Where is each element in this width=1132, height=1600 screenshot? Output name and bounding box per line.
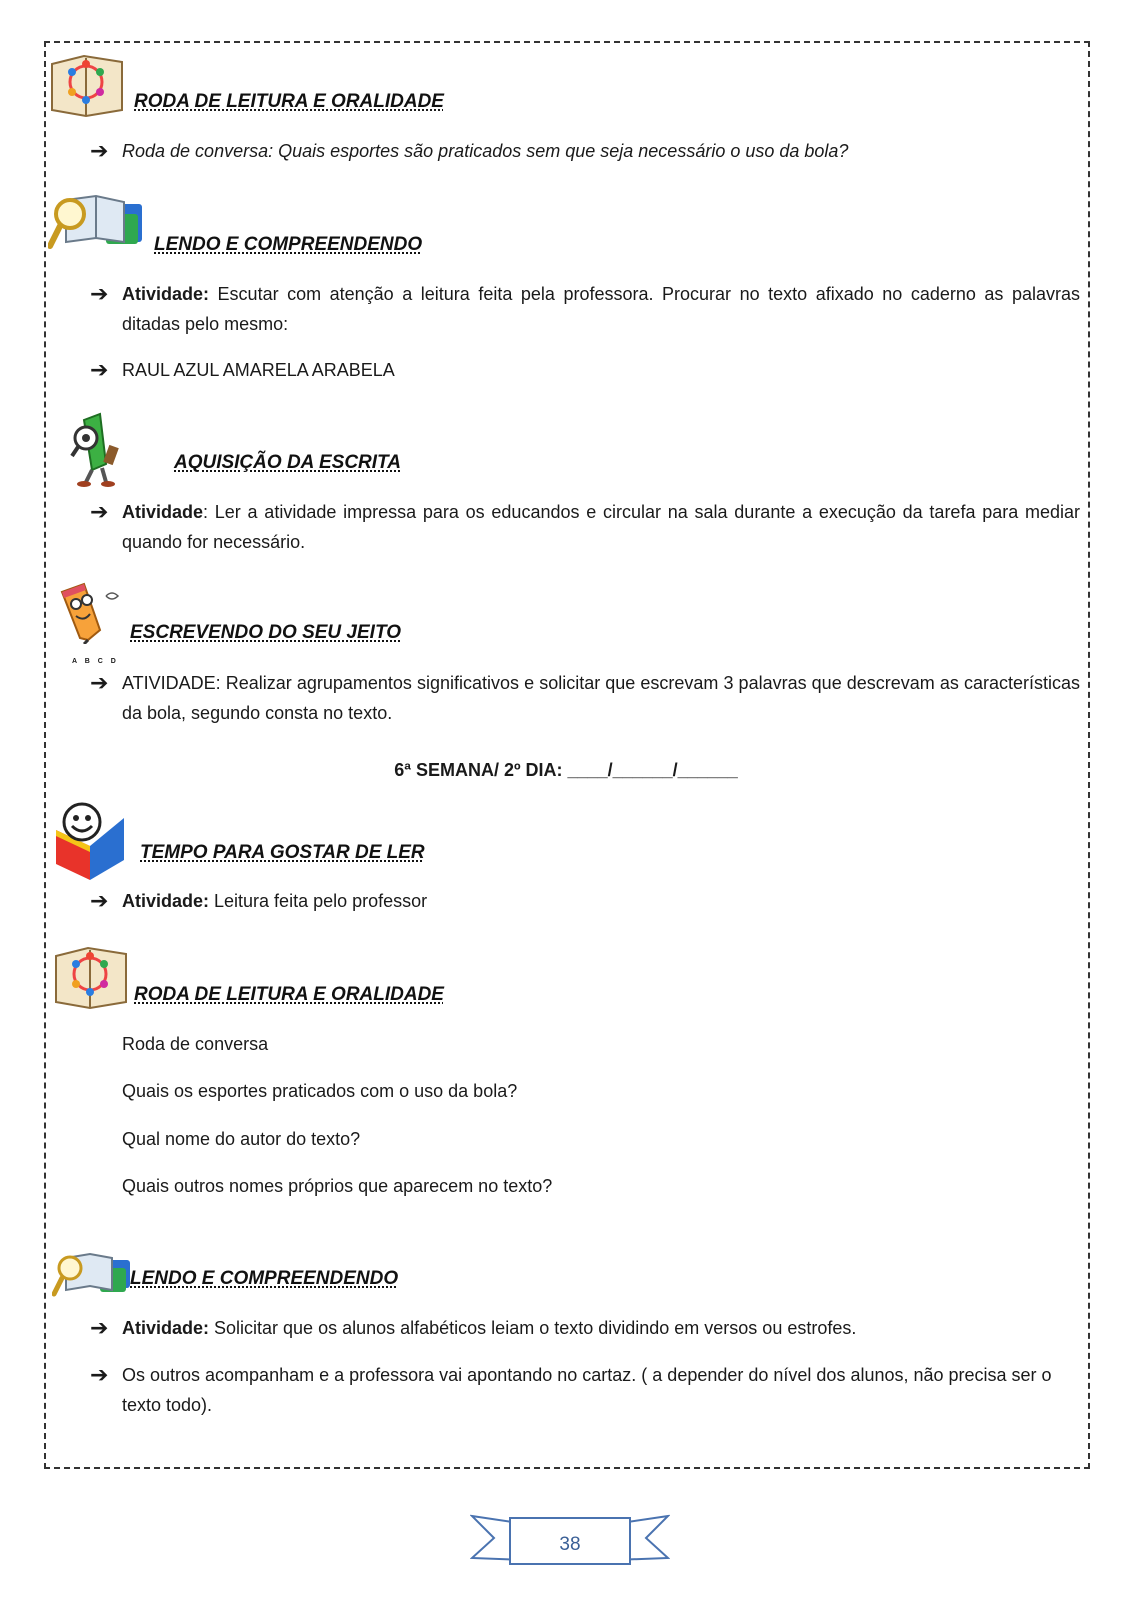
section-heading: AQUISIÇÃO DA ESCRITA [174, 452, 401, 473]
arrow-icon: ➔ [90, 670, 109, 695]
text-line: Quais outros nomes próprios que aparecem no texto? [122, 1176, 553, 1196]
section-heading: LENDO E COMPREENDENDO [130, 1268, 399, 1289]
section-heading: ESCREVENDO DO SEU JEITO [130, 622, 401, 643]
bullet-item: ➔ RAUL AZUL AMARELA ARABELA [90, 355, 1080, 385]
text-line: Roda de conversa [122, 1034, 269, 1054]
section-heading: LENDO E COMPREENDENDO [154, 234, 423, 255]
pencil-character-icon [62, 412, 124, 488]
section-heading: RODA DE LEITURA E ORALIDADE [134, 91, 444, 112]
text-line: Qual nome do autor do texto? [122, 1129, 361, 1149]
arrow-icon: ➔ [90, 138, 109, 163]
bullet-item: ➔ Atividade: Ler a atividade impressa para os educandos e circular na sala durante a execução da tarefa para mediar quando for necessário. [90, 499, 1080, 552]
section-heading: RODA DE LEITURA E ORALIDADE [134, 984, 444, 1005]
bullet-item: ➔ ATIVIDADE: Realizar agrupamentos significativos e solicitar que escrevam 3 palavras que descrevam as características da bola, segundo consta no texto. [90, 670, 1080, 723]
bullet-item: ➔ Atividade: Leitura feita pelo professor [90, 886, 1080, 916]
icon-caption: A B C D [72, 658, 119, 665]
arrow-icon: ➔ [90, 888, 109, 913]
bullet-item: ➔ Os outros acompanham e a professora vai apontando no cartaz. ( a depender do nível dos alunos, não precisa ser o texto todo). [90, 1362, 1052, 1415]
bullet-item: ➔ Roda de conversa: Quais esportes são praticados sem que seja necessário o uso da bola? [90, 136, 1080, 166]
page-number: 38 [559, 1534, 581, 1555]
bullet-item: ➔ Atividade: Escutar com atenção a leitura feita pela professora. Procurar no texto afixado no caderno as palavras ditadas pelo mesmo: [90, 281, 1080, 334]
section-heading: TEMPO PARA GOSTAR DE LER [140, 842, 425, 863]
page-number-ribbon [470, 1510, 670, 1570]
arrow-icon: ➔ [90, 281, 109, 306]
magnifier-book-icon [48, 190, 148, 252]
reading-circle-book-icon [52, 938, 130, 1010]
arrow-icon: ➔ [90, 499, 109, 524]
arrow-icon: ➔ [90, 1315, 109, 1340]
writing-pencil-icon [54, 582, 126, 644]
arrow-icon: ➔ [90, 357, 109, 382]
week-day-line: 6ª SEMANA/ 2º DIA: ____/______/______ [394, 760, 738, 780]
happy-reader-book-icon [52, 800, 128, 882]
reading-circle-book-icon [48, 46, 126, 118]
magnifier-book-icon [52, 1250, 132, 1298]
text-line: Quais os esportes praticados com o uso da bola? [122, 1081, 518, 1101]
bullet-item: ➔ Atividade: Solicitar que os alunos alfabéticos leiam o texto dividindo em versos ou estrofes. [90, 1313, 1080, 1343]
arrow-icon: ➔ [90, 1362, 109, 1387]
